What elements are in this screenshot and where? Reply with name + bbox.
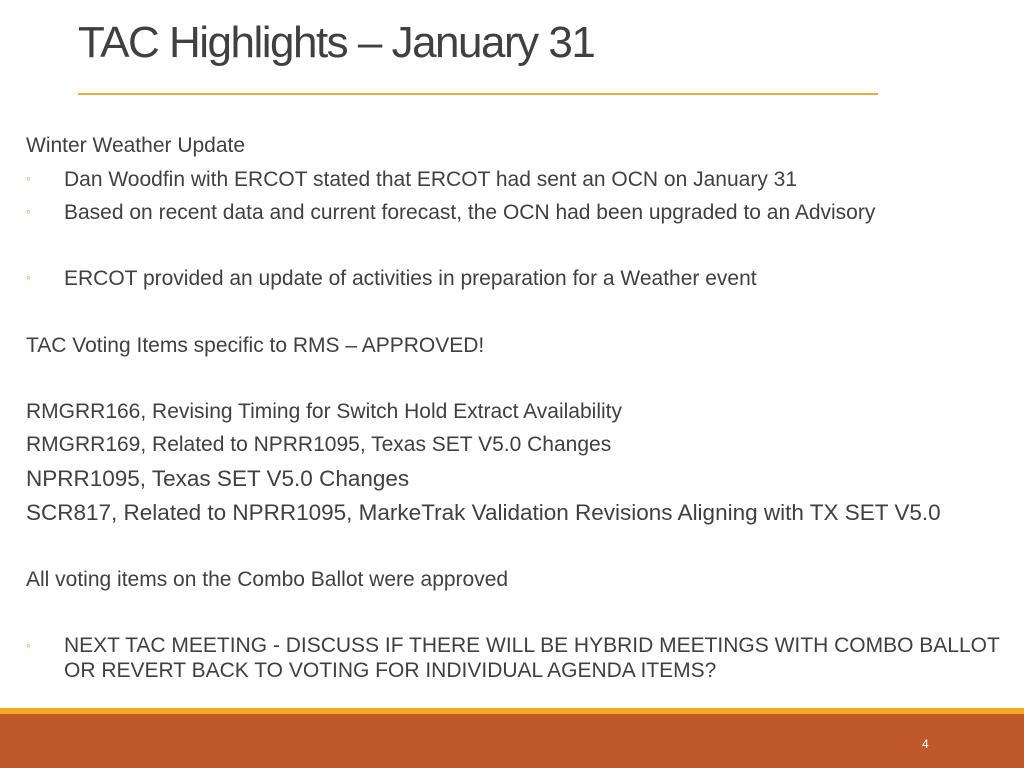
- page-number: 4: [922, 737, 929, 751]
- bullet-text: Based on recent data and current forecast, the OCN had been upgraded to an Advisory: [64, 201, 876, 224]
- bullet-icon: ◦: [26, 203, 31, 219]
- next-meeting-text-line1: NEXT TAC MEETING - DISCUSS IF THERE WILL BE HYBRID MEETINGS WITH COMBO BALLOT: [64, 634, 1000, 657]
- section-heading-voting-items: TAC Voting Items specific to RMS – APPROVED!: [26, 334, 485, 357]
- combo-ballot-note: All voting items on the Combo Ballot were approved: [26, 568, 509, 591]
- voting-item: RMGRR169, Related to NPRR1095, Texas SET V5.0 Changes: [26, 433, 612, 456]
- slide-title: TAC Highlights – January 31: [78, 18, 595, 67]
- voting-item: RMGRR166, Revising Timing for Switch Hold Extract Availability: [26, 400, 622, 423]
- bullet-text: Dan Woodfin with ERCOT stated that ERCOT had sent an OCN on January 31: [64, 168, 798, 191]
- bullet-icon: ◦: [26, 269, 31, 285]
- voting-item: NPRR1095, Texas SET V5.0 Changes: [26, 466, 410, 491]
- section-heading-winter-weather: Winter Weather Update: [26, 134, 246, 157]
- title-divider: [78, 93, 878, 95]
- bullet-icon: ◦: [26, 637, 31, 653]
- footer-bar: [0, 714, 1024, 768]
- bullet-text: ERCOT provided an update of activities in preparation for a Weather event: [64, 267, 757, 290]
- next-meeting-text-line2: OR REVERT BACK TO VOTING FOR INDIVIDUAL AGENDA ITEMS?: [64, 659, 717, 682]
- voting-item: SCR817, Related to NPRR1095, MarkeTrak Validation Revisions Aligning with TX SET V5.0: [26, 500, 941, 525]
- bullet-icon: ◦: [26, 170, 31, 186]
